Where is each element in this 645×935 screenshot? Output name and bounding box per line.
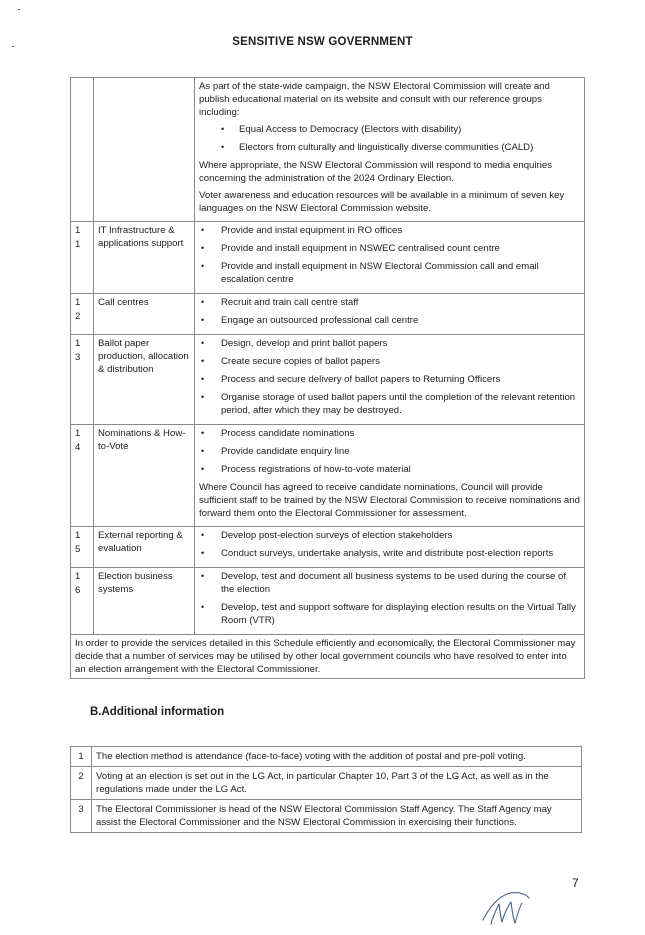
item-number: 1 [75,530,81,541]
list-item: • Create secure copies of ballot papers [199,355,580,368]
paragraph: Where appropriate, the NSW Electoral Commission will respond to media enquiries concerning the administration of the 2024 Ordinary Election. [199,160,552,184]
list-item: • Electors from culturally and linguistically diverse communities (CALD) [199,141,580,154]
page-header: SENSITIVE NSW GOVERNMENT [232,36,413,48]
item-text: The Electoral Commissioner is head of the NSW Electoral Commission Staff Agency. The Staff Agency may assist the Electoral Commissioner and the NSW Electoral Commission in exercising their functions. [92,800,582,833]
page-number: 7 [572,876,579,890]
item-number: 1 [75,571,81,582]
table-row [71,294,585,335]
item-number: 1 [71,747,92,767]
list-item: • Process candidate nominations [199,427,580,440]
item-number: 2 [71,767,92,800]
handwritten-initials [475,888,535,930]
item-number: 1 [75,239,81,250]
closing-statement: In order to provide the services detailed in this Schedule efficiently and economically, the Electoral Commissioner may decide that a number of services may be utilised by other local government councils who have resolved to enter into an election arrangement with the Electoral Commissioner. [71,635,585,679]
service-title: Ballot paper production, allocation & distribution [94,335,195,425]
service-detail-cell [195,425,585,527]
service-detail-cell [195,294,585,335]
list-item: • Provide and install equipment in NSWEC centralised count centre [199,242,580,255]
item-number-cell [71,294,94,335]
table-row [71,800,582,833]
service-detail-cell [195,568,585,635]
list-item: • Provide and install equipment in NSW Electoral Commission call and email escalation centre [199,260,580,286]
list-item: • Provide candidate enquiry line [199,445,580,458]
service-title: IT Infrastructure & applications support [94,222,195,294]
service-title-cell [94,78,195,222]
service-title: Election business systems [94,568,195,635]
item-number-cell [71,78,94,222]
table-row [71,425,585,527]
item-number-cell [71,568,94,635]
item-number: 1 [75,225,81,236]
bullet-list [199,337,580,417]
bullet-list [199,296,580,327]
item-number-cell [71,527,94,568]
list-item: • Recruit and train call centre staff [199,296,580,309]
bullet-list [199,123,580,154]
item-number: 2 [75,311,81,322]
list-item: • Engage an outsourced professional call centre [199,314,580,327]
list-item: • Develop post-election surveys of election stakeholders [199,529,580,542]
service-title: Nominations & How-to-Vote [94,425,195,527]
bullet-list [199,224,580,286]
table-row [71,78,585,222]
paragraph: As part of the state-wide campaign, the NSW Electoral Commission will create and publish educational material on its website and consult with our reference groups including: [199,81,550,118]
paragraph: Voter awareness and education resources will be available in a minimum of seven key languages on the NSW Electoral Commission website. [199,190,565,214]
scan-mark [18,9,20,10]
item-number: 4 [75,442,81,453]
table-row [71,222,585,294]
table-row [71,335,585,425]
item-number-cell [71,335,94,425]
paragraph: Where Council has agreed to receive candidate nominations, Council will provide sufficient staff to be trained by the NSW Electoral Commission to receive nominations and forward them onto the Electoral Commissioner for assessment. [199,482,580,519]
item-number: 1 [75,428,81,439]
table-row [71,747,582,767]
bullet-list [199,529,580,560]
bullet-list [199,427,580,476]
service-detail-cell [195,222,585,294]
table-row [71,568,585,635]
item-number-cell [71,425,94,527]
additional-information-table [70,746,582,833]
services-schedule-table [70,77,585,679]
section-heading: B.Additional information [90,706,225,718]
list-item: • Equal Access to Democracy (Electors with disability) [199,123,580,136]
item-text: The election method is attendance (face-to-face) voting with the addition of postal and pre-poll voting. [92,747,582,767]
service-title: Call centres [94,294,195,335]
item-number: 6 [75,585,81,596]
table-row [71,767,582,800]
list-item: • Organise storage of used ballot papers until the completion of the relevant retention period, after which they may be destroyed. [199,391,580,417]
item-number: 3 [75,352,81,363]
bullet-list [199,570,580,627]
item-number-cell [71,222,94,294]
service-detail-cell [195,527,585,568]
list-item: • Design, develop and print ballot papers [199,337,580,350]
item-number: 3 [71,800,92,833]
item-number: 1 [75,338,81,349]
list-item: • Conduct surveys, undertake analysis, write and distribute post-election reports [199,547,580,560]
list-item: • Process and secure delivery of ballot papers to Returning Officers [199,373,580,386]
list-item: • Develop, test and support software for displaying election results on the Virtual Tally Room (VTR) [199,601,580,627]
table-row [71,527,585,568]
service-title: External reporting & evaluation [94,527,195,568]
item-number: 1 [75,297,81,308]
table-row [71,635,585,679]
list-item: • Develop, test and document all business systems to be used during the course of the election [199,570,580,596]
item-number: 5 [75,544,81,555]
list-item: • Process registrations of how-to-vote material [199,463,580,476]
service-detail-cell [195,78,585,222]
service-detail-cell [195,335,585,425]
item-text: Voting at an election is set out in the LG Act, in particular Chapter 10, Part 3 of the LG Act, as well as in the regulations made under the LG Act. [92,767,582,800]
list-item: • Provide and instal equipment in RO offices [199,224,580,237]
